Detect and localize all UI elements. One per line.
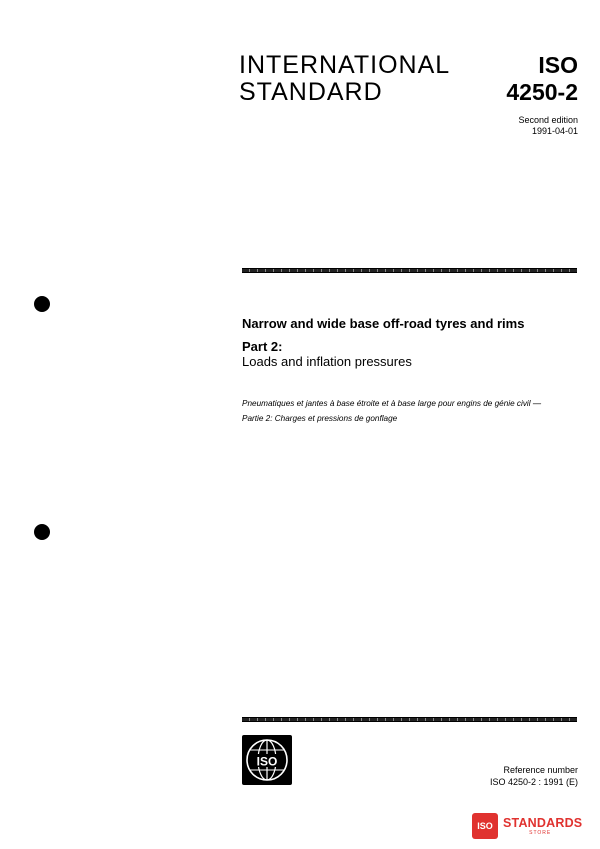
watermark-badge: ISO	[472, 813, 498, 839]
iso-logo-text: ISO	[256, 754, 278, 769]
document-type-line2: STANDARD	[239, 78, 383, 106]
reference-value: ISO 4250-2 : 1991 (E)	[489, 777, 578, 787]
document-type	[239, 52, 450, 106]
french-title-line2: Partie 2: Charges et pressions de gonflage	[242, 414, 398, 423]
watermark-text-block	[498, 817, 582, 836]
top-rule	[242, 268, 577, 273]
publication-date: 1991-04-01	[531, 126, 578, 136]
store-watermark	[472, 812, 592, 840]
document-type-line1: INTERNATIONAL	[239, 51, 451, 79]
punch-hole-top	[34, 296, 50, 312]
part-number: Part 2:	[242, 339, 283, 354]
french-title-line1: Pneumatiques et jantes à base étroite et à base large pour engins de génie civil —	[242, 399, 542, 408]
reference-number	[490, 764, 578, 788]
standard-prefix: ISO	[538, 52, 578, 78]
part-title: Loads and inflation pressures	[242, 354, 412, 369]
edition-info	[518, 115, 578, 137]
french-title	[242, 396, 587, 426]
reference-label: Reference number	[503, 765, 578, 775]
bottom-rule	[242, 717, 577, 722]
watermark-text: STANDARDS	[503, 815, 583, 830]
main-title: Narrow and wide base off-road tyres and rims	[242, 316, 525, 331]
iso-logo-icon	[242, 735, 292, 785]
standard-number: 4250-2	[506, 79, 578, 105]
watermark-subtext: STORE	[529, 829, 552, 836]
punch-hole-bottom	[34, 524, 50, 540]
edition-label: Second edition	[518, 115, 578, 125]
standard-identifier	[506, 52, 578, 106]
